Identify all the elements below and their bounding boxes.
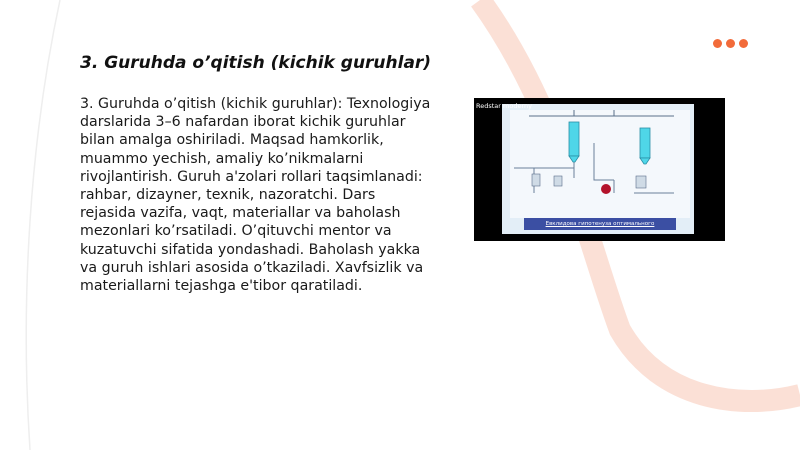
figure-bottom-label: Евклидова гипотенуза оптимального <box>545 221 655 227</box>
slide-title: 3. Guruhda o’qitish (kichik guruhlar) <box>80 53 432 73</box>
dot-icon <box>739 39 748 48</box>
decorative-dots <box>713 39 748 48</box>
figure-caption: Redstar moderny <box>476 102 532 110</box>
slide-body-text: 3. Guruhda o’qitish (kichik guruhlar): Texnologiya darslarida 3–6 nafardan iborat kichik guruhlar bilan amalga oshiriladi. Maqsad hamkorlik, muammo yechish, amaliy ko’nikmalarni rivojlantirish. Guruh a'zolari rollari taqsimlanadi: rahbar, dizayner, texnik, nazoratchi. Dars rejasida vazifa, vaqt, materiallar va baholash mezonlari ko’rsatiladi. O’qituvchi mentor va kuzatuvchi sifatida yondashadi. Baholash yakka va guruh ishlari asosida o’tkaziladi. Xavfsizlik va materiallarni tejashga e'tibor qaratiladi. <box>80 96 431 295</box>
process-diagram-drawing <box>474 98 725 241</box>
dot-icon <box>713 39 722 48</box>
left-arc <box>26 0 60 450</box>
dot-icon <box>726 39 735 48</box>
process-diagram-image <box>474 98 725 241</box>
